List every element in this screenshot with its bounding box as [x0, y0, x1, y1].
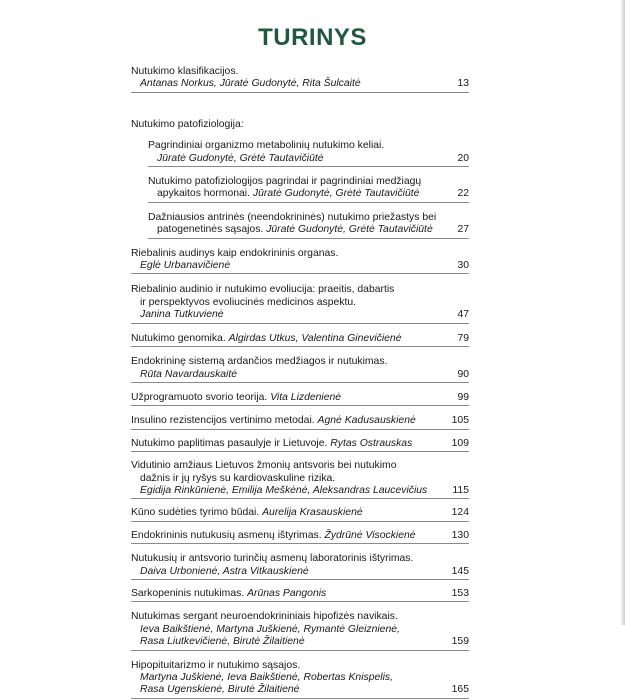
toc-entry[interactable]: [131, 611, 469, 650]
toc-entry-title-text: Pagrindiniai organizmo metabolinių nutukimo keliai.: [148, 140, 385, 152]
toc-entry-authors: Agnė Kadusauskienė: [317, 415, 416, 427]
toc-entry[interactable]: [131, 660, 469, 699]
toc-entry-title: [131, 66, 469, 78]
toc-entry-authors: Rytas Ostrauskas: [330, 437, 413, 449]
toc-entry-title-text: Hipopituitarizmo ir nutukimo sąsajos.: [131, 659, 301, 671]
toc-entry-authors: Arūnas Pangonis: [247, 587, 327, 599]
toc-entry-authors: Rasa Liutkevičienė, Birutė Žilaitienė: [140, 636, 305, 648]
toc-entry-page-number: 90: [457, 368, 469, 380]
toc-entry-title: [148, 188, 469, 200]
toc-entry-authors: Eglė Urbanavičienė: [140, 260, 231, 272]
toc-entry-title-text: dažnis ir jų ryšys su kardiovaskuline rizika.: [140, 472, 336, 484]
toc-entry-page-number: 145: [451, 565, 469, 577]
toc-entry[interactable]: [131, 333, 469, 347]
toc-entry-page-number: 115: [452, 484, 469, 496]
toc-entry-title-text: patogenetinės sąsajos.: [157, 224, 264, 236]
toc-entry-title-text: Kūno sudėties tyrimo būdai.: [131, 507, 260, 519]
toc-entry-page-number: 165: [451, 684, 469, 696]
toc-entry-title: [131, 460, 469, 472]
toc-entry-page-number: 13: [457, 78, 469, 90]
toc-entry-title-text: Dažniausios antrinės (neendokrininės) nutukimo priežastys bei: [148, 211, 437, 223]
toc-entry-page-number: 153: [451, 587, 469, 599]
toc-entry-authors: Jūratė Gudonytė, Grėtė Tautavičiūtė: [252, 188, 420, 200]
toc-entry-title-text: Insulino rezistencijos vertinimo metodai.: [131, 415, 315, 427]
toc-entry-authors: Rasa Ugenskienė, Birutė Žilaitienė: [140, 684, 300, 696]
page-edge-shadow: [621, 0, 625, 625]
toc-entry-page-number: 109: [451, 437, 469, 449]
toc-section-heading: Nutukimo patofiziologija:: [131, 118, 244, 130]
toc-entry-title-text: Nutukimo genomika.: [131, 332, 226, 344]
toc-entry-page-number: 159: [451, 636, 469, 648]
toc-entry-page-number: 27: [457, 224, 469, 236]
toc-entry[interactable]: [131, 530, 469, 544]
toc-entry-title: [131, 473, 469, 485]
toc-entry[interactable]: [131, 284, 469, 323]
toc-entry-authors: Ieva Baikštienė, Martyna Juškienė, Rymantė Gleiznienė,: [140, 623, 400, 635]
toc-entry[interactable]: [148, 140, 469, 167]
toc-entry-title: [131, 415, 469, 427]
toc-entry[interactable]: [148, 212, 469, 239]
toc-entry-authors: Vita Lizdenienė: [270, 391, 342, 403]
toc-entry-title: [131, 588, 469, 600]
toc-entry[interactable]: [131, 392, 469, 406]
toc-entry-title: [148, 140, 469, 152]
toc-entry-authors: Algirdas Utkus, Valentina Ginevičienė: [228, 332, 402, 344]
toc-entry-authors: Daiva Urbonienė, Astra Vitkauskienė: [140, 565, 309, 577]
toc-entry-authors: Egidija Rinkūnienė, Emilija Meškėnė, Aleksandras Laucevičius: [140, 484, 428, 496]
toc-entry-authors: Martyna Juškienė, Ieva Baikštienė, Robertas Knispelis,: [140, 672, 393, 683]
toc-entry-title: [131, 611, 469, 623]
toc-entry-title-text: ir perspektyvos evoliucinės medicinos aspektu.: [140, 296, 356, 308]
toc-entry-title: [131, 297, 469, 309]
toc-entry-authors: Jūratė Gudonytė, Grėtė Tautavičiūtė: [157, 152, 324, 164]
toc-entry-title: [148, 176, 469, 188]
toc-entry-title-text: Endokrininę sistemą ardančios medžiagos ir nutukimas.: [131, 356, 388, 368]
toc-entry-title: [131, 248, 469, 260]
toc-entry-title: [148, 224, 469, 236]
toc-entry-authors: Antanas Norkus, Jūratė Gudonytė, Rita Šulcaitė: [140, 78, 361, 90]
toc-entry-title-text: Vidutinio amžiaus Lietuvos žmonių antsvoris bei nutukimo: [131, 460, 397, 472]
toc-entry-title-text: Endokrininis nutukusių asmenų ištyrimas.: [131, 529, 322, 541]
toc-entry-page-number: 130: [451, 529, 469, 541]
toc-entry[interactable]: [131, 588, 469, 602]
toc-entry-page-number: 47: [457, 309, 469, 321]
toc-entry[interactable]: [131, 507, 469, 521]
toc-entry-title: [131, 356, 469, 368]
toc-entry-page-number: 22: [457, 188, 469, 200]
toc-entry-title: [131, 530, 469, 542]
toc-entry-authors: Rūta Navardauskaitė: [140, 368, 238, 380]
toc-entry-page-number: 20: [457, 152, 469, 164]
toc-entry-title-text: Riebalinis audinys kaip endokrininis organas.: [131, 247, 339, 259]
toc-entry-page-number: 30: [457, 260, 469, 272]
toc-entry-page-number: 105: [451, 415, 469, 427]
toc-entry-page-number: 99: [457, 391, 469, 403]
toc-entry-title: [131, 284, 469, 296]
toc-entry-title: [148, 212, 469, 224]
toc-entry-authors: Žydrūnė Visockienė: [324, 529, 416, 541]
toc-entry[interactable]: [131, 415, 469, 429]
toc-entry-title: [131, 660, 469, 672]
toc-entry-title-text: Nutukimo patofiziologijos pagrindai ir pagrindiniai medžiagų: [148, 176, 422, 188]
toc-entry-title-text: Nutukimo klasifikacijos.: [131, 66, 239, 77]
toc-entry[interactable]: [131, 460, 469, 499]
table-of-contents: [131, 66, 469, 699]
toc-entry[interactable]: [131, 438, 469, 452]
toc-entry-title-text: apykaitos hormonai.: [157, 188, 250, 200]
toc-entry-title: [131, 438, 469, 450]
toc-entry-page-number: 79: [457, 332, 469, 344]
toc-entry[interactable]: [148, 176, 469, 203]
toc-entry[interactable]: [131, 553, 469, 580]
toc-entry-page-number: 124: [451, 507, 469, 519]
toc-entry[interactable]: [131, 356, 469, 383]
toc-entry-title: [131, 553, 469, 565]
toc-entry-title: [131, 333, 469, 345]
toc-entry-authors: Janina Tutkuvienė: [140, 309, 224, 321]
toc-entry-title-text: Riebalinio audinio ir nutukimo evoliucija: praeitis, dabartis: [131, 284, 395, 296]
toc-entry[interactable]: [131, 248, 469, 275]
toc-entry[interactable]: [131, 66, 469, 93]
toc-entry-title-text: Nutukusių ir antsvorio turinčių asmenų laboratorinis ištyrimas.: [131, 553, 414, 565]
toc-entry-title: [131, 507, 469, 519]
page-title: TURINYS: [258, 24, 367, 51]
toc-entry-authors: Aurelija Krasauskienė: [262, 507, 363, 519]
toc-entry-title: [131, 392, 469, 404]
toc-entry-authors: Jūratė Gudonytė, Grėtė Tautavičiūtė: [266, 224, 433, 236]
toc-entry-title-text: Sarkopeninis nutukimas.: [131, 587, 245, 599]
toc-entry-title-text: Nutukimo paplitimas pasaulyje ir Lietuvoje.: [131, 437, 328, 449]
toc-entry-title-text: Nutukimas sergant neuroendokrininiais hipofizės navikais.: [131, 611, 398, 623]
toc-entry-title-text: Užprogramuoto svorio teorija.: [131, 391, 268, 403]
